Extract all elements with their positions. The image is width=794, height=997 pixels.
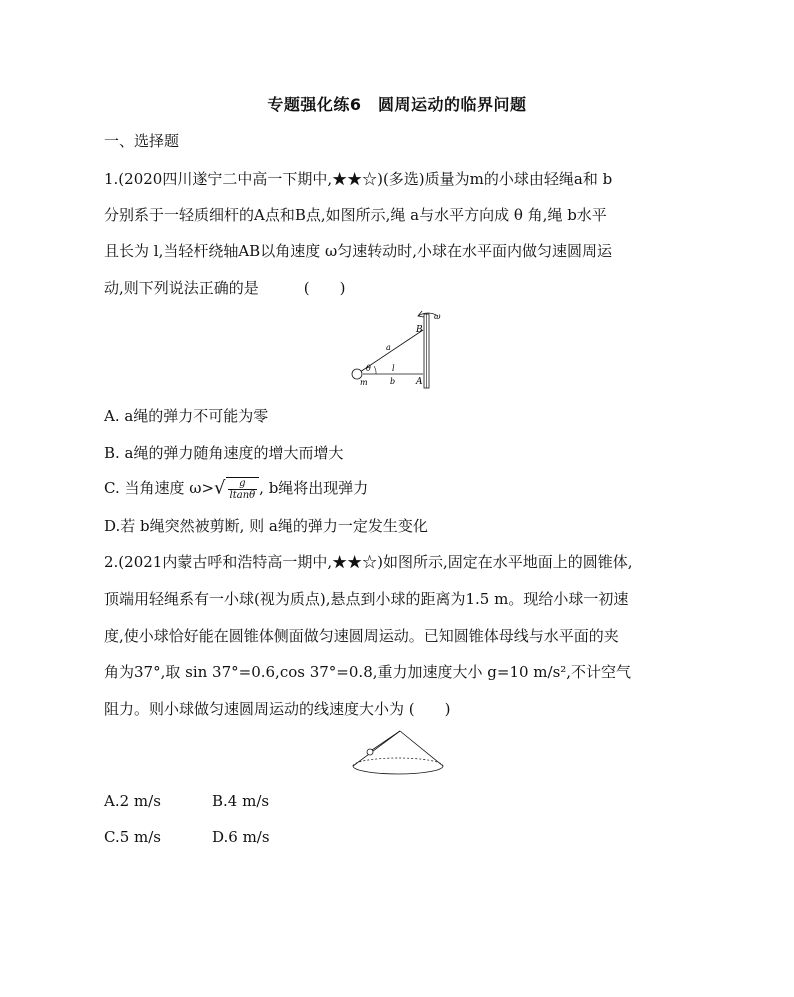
question-2-line-4: 角为37°,取 sin 37°=0.6,cos 37°=0.8,重力加速度大小 g=10 m/s²,不计空气 — [104, 663, 632, 681]
option-c-suffix: , b绳将出现弹力 — [259, 479, 369, 497]
string-a-label: a — [386, 343, 391, 352]
question-1-option-b: B. a绳的弹力随角速度的增大而增大 — [104, 444, 344, 462]
question-2-option-d: D.6 m/s — [212, 828, 270, 846]
question-1-line-1: 1.(2020四川遂宁二中高一下期中,★★☆)(多选)质量为m的小球由轻绳a和 b — [104, 170, 613, 188]
string-b-label: b — [390, 377, 396, 386]
question-1-option-c — [104, 477, 368, 501]
question-2-cone-figure — [350, 728, 446, 778]
question-2-option-a: A.2 m/s — [104, 792, 161, 810]
fraction-denominator: ltanθ — [229, 490, 256, 501]
point-b-label: B — [416, 325, 423, 335]
question-2-line-2: 顶端用轻绳系有一小球(视为质点),悬点到小球的距离为1.5 m。现给小球一初速 — [104, 590, 629, 608]
question-2-line-3: 度,使小球恰好能在圆锥体侧面做匀速圆周运动。已知圆锥体母线与水平面的夹 — [104, 627, 619, 645]
question-1-figure — [346, 308, 446, 390]
theta-label: θ — [366, 364, 371, 373]
mass-label: m — [360, 378, 368, 387]
option-c-prefix: C. 当角速度 ω> — [104, 479, 215, 497]
fraction-numerator: g — [239, 478, 246, 489]
point-a-label: A — [416, 377, 423, 387]
question-1-line-3: 且长为 l,当轻杆绕轴AB以角速度 ω匀速转动时,小球在水平面内做匀速圆周运 — [104, 242, 612, 260]
section-heading: 一、选择题 — [104, 132, 180, 150]
question-1-option-a: A. a绳的弹力不可能为零 — [104, 407, 269, 425]
question-2-line-1: 2.(2021内蒙古呼和浩特高一期中,★★☆)如图所示,固定在水平地面上的圆锥体, — [104, 553, 633, 571]
question-2-option-c: C.5 m/s — [104, 828, 161, 846]
sqrt-expression: √ $\frac{g}{ltan\theta}$ — [214, 477, 259, 501]
question-2-line-5: 阻力。则小球做匀速圆周运动的线速度大小为 ( ) — [104, 700, 451, 718]
length-label: l — [392, 364, 395, 373]
question-1-line-2: 分别系于一轻质细杆的A点和B点,如图所示,绳 a与水平方向成 θ 角,绳 b水平 — [104, 206, 607, 224]
question-1-line-4: 动,则下列说法正确的是 ( ) — [104, 279, 346, 297]
omega-label: ω — [434, 312, 441, 321]
page-title: 专题强化练6 圆周运动的临界问题 — [267, 95, 527, 114]
question-1-option-d: D.若 b绳突然被剪断, 则 a绳的弹力一定发生变化 — [104, 517, 428, 535]
question-2-options-row-1 — [104, 792, 269, 810]
question-2-option-b: B.4 m/s — [212, 792, 270, 810]
question-2-options-row-2 — [104, 828, 270, 846]
